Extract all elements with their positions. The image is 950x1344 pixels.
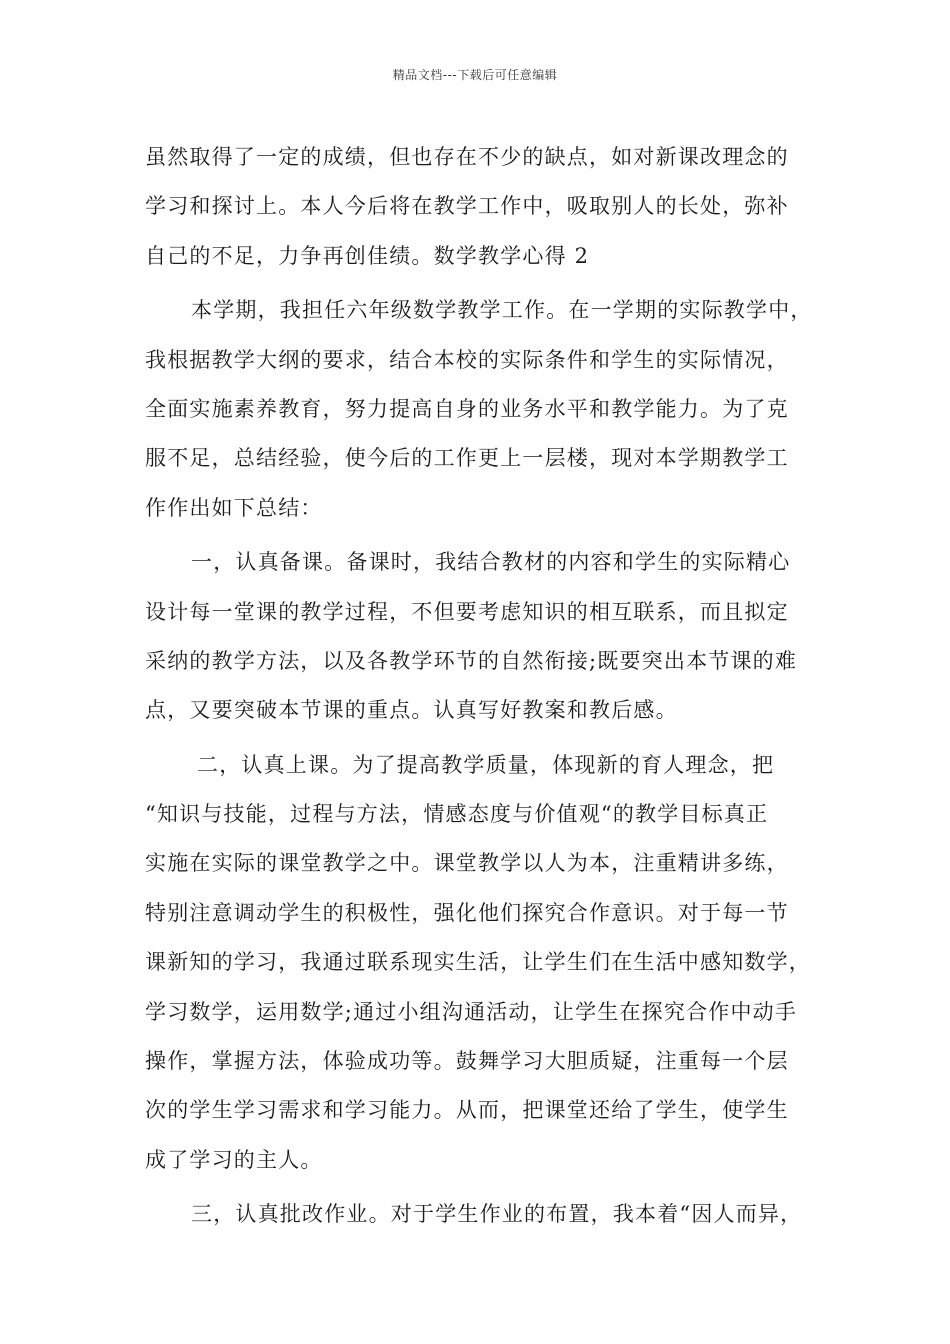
text-line: 本学期，我担任六年级数学教学工作。在一学期的实际教学中， [191,298,813,323]
text-line: 实施在实际的课堂教学之中。课堂教学以人为本，注重精讲多练， [145,851,789,876]
text-line: 自己的不足，力争再创佳绩。数学教学心得 2 [145,243,590,268]
paragraph [145,741,835,1186]
paragraph [145,286,835,533]
text-line: 二，认真上课。为了提高教学质量，体现新的育人理念，把 [197,752,775,777]
text-line: 作作出如下总结： [145,495,323,520]
paragraph [145,133,835,281]
document-body [145,133,835,1240]
text-line: 学习数学，运用数学;通过小组沟通活动，让学生在探究合作中动手 [145,999,798,1024]
text-line: 成了学习的主人。 [145,1147,323,1172]
text-line: 次的学生学习需求和学习能力。从而，把课堂还给了学生，使学生 [145,1098,789,1123]
text-line: 采纳的教学方法，以及各教学环节的自然衔接;既要突出本节课的难 [145,648,798,673]
text-line: 一，认真备课。备课时，我结合教材的内容和学生的实际精心 [191,550,791,575]
page-header: 精品文档---下载后可任意编辑 [392,68,558,82]
text-line: “知识与技能，过程与方法，情感态度与价值观“的教学目标真正 [145,802,769,827]
text-line: 服不足，总结经验，使今后的工作更上一层楼，现对本学期教学工 [145,446,789,471]
text-line: 点，又要突破本节课的重点。认真写好教案和教后感。 [145,698,678,723]
text-line: 操作，掌握方法，体验成功等。鼓舞学习大胆质疑，注重每一个层 [145,1049,789,1074]
text-line: 特别注意调动学生的积极性，强化他们探究合作意识。对于每一节 [145,900,789,925]
text-line: 虽然取得了一定的成绩，但也存在不少的缺点，如对新课改理念的 [145,145,789,169]
text-line: 设计每一堂课的教学过程，不但要考虑知识的相互联系，而且拟定 [145,599,789,624]
text-line: 全面实施素养教育，努力提高自身的业务水平和教学能力。为了克 [145,396,789,421]
text-line: 课新知的学习，我通过联系现实生活，让学生们在生活中感知数学， [145,950,811,975]
paragraph [145,538,835,736]
text-line: 我根据教学大纲的要求，结合本校的实际条件和学生的实际情况， [145,347,789,372]
text-line: 学习和探讨上。本人今后将在教学工作中，吸取别人的长处，弥补 [145,194,789,219]
text-line: 三，认真批改作业。对于学生作业的布置，我本着“因人而异， [191,1202,803,1227]
paragraph [145,1190,835,1239]
